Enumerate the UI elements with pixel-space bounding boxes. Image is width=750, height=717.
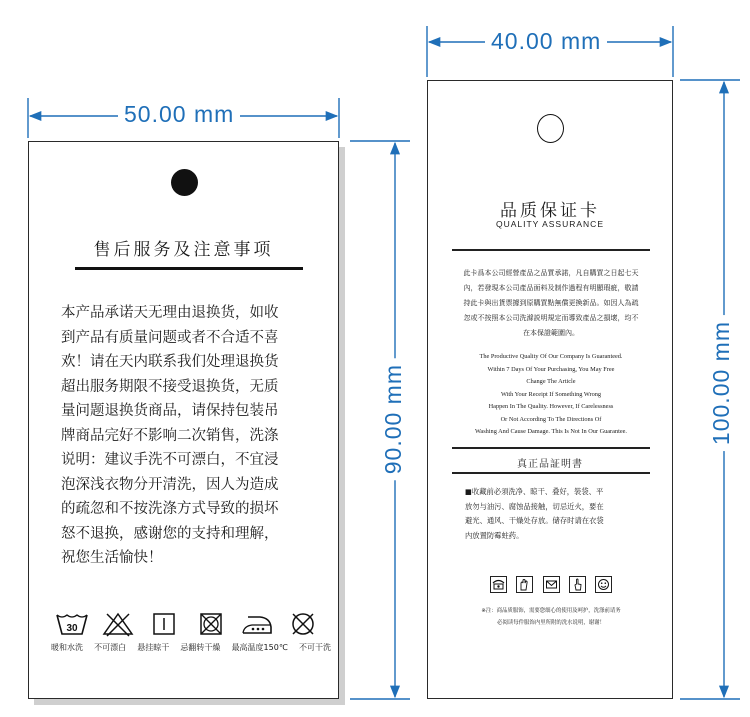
en-line: The Productive Quality Of Our Company Is Guaranteed. bbox=[479, 353, 623, 360]
body-line: 超出服务期限不接受退换货，无质 bbox=[61, 378, 279, 395]
body-line: 怒不退换，感谢您的支持和理解， bbox=[61, 525, 279, 542]
body-line: 泡深浅衣物分开清洗，因人为造成 bbox=[61, 476, 279, 493]
after-sales-tag bbox=[28, 141, 339, 699]
en-line: With Your Receipt If Something Wrong bbox=[500, 390, 602, 398]
body-line: 量问题退换货商品，请保持包装吊 bbox=[61, 403, 279, 419]
body-line: 本产品承诺天无理由退换货，如收 bbox=[61, 305, 279, 321]
service-icons bbox=[490, 576, 612, 594]
right-height-label: 100.00 mm bbox=[708, 315, 735, 451]
note-line: 避光、通风、干燥处存放。储存时请在衣袋 bbox=[465, 516, 604, 525]
smiley-icon bbox=[595, 576, 612, 593]
care-label: 忌翻转干燥 bbox=[180, 643, 221, 652]
body-line: 欢！请在天内联系我们处理退换货 bbox=[61, 354, 279, 370]
cn-line: 在本保證範圍內。 bbox=[523, 329, 579, 337]
en-line: Within 7 Days Of Your Purchasing, You May Free bbox=[487, 365, 615, 373]
wash-temp: 30 bbox=[66, 623, 78, 634]
after-sales-body bbox=[61, 301, 311, 571]
foot-line: ※注：商品质服饰，需要您细心的使用及呵护，洗涤前请务 bbox=[481, 608, 621, 614]
en-line: Change The Article bbox=[526, 378, 576, 385]
iron-150-icon bbox=[240, 609, 274, 639]
guarantee-text-en bbox=[452, 351, 650, 439]
guarantee-text-cn bbox=[452, 266, 650, 341]
cn-line: 忽或不按照本公司洗滌説明規定而導致產品之損壞，均不 bbox=[463, 314, 639, 322]
foot-line: 必阅读每件服饰内里所附的洗水说明，谢谢！ bbox=[497, 620, 605, 626]
en-line: Happen In The Quality. However, If Carelessness bbox=[488, 403, 614, 410]
body-line: 到产品有质量问题或者不合适不喜 bbox=[61, 329, 279, 346]
section-divider-bottom bbox=[452, 472, 650, 474]
tag-hole bbox=[171, 169, 198, 196]
no-bleach-icon bbox=[101, 609, 135, 639]
care-label: 不可干洗 bbox=[298, 643, 331, 652]
quality-assurance-tag bbox=[427, 80, 673, 699]
header-divider bbox=[452, 249, 650, 251]
phone-icon bbox=[490, 576, 507, 593]
care-label: 悬挂晾干 bbox=[137, 643, 170, 652]
care-labels bbox=[51, 642, 331, 653]
wash-30-icon bbox=[55, 609, 89, 639]
title-underline bbox=[75, 267, 303, 270]
body-line: 祝您生活愉快！ bbox=[61, 550, 163, 566]
care-label: 暖和水洗 bbox=[51, 643, 83, 652]
quality-card-title: 品质保证卡 bbox=[500, 201, 600, 221]
en-line: Washing And Cause Damage. This Is Not In Our Guarantee. bbox=[474, 428, 628, 435]
storage-note bbox=[465, 485, 641, 543]
hand-wave-icon bbox=[516, 576, 533, 593]
right-width-label: 40.00 mm bbox=[485, 28, 607, 55]
care-label: 不可漂白 bbox=[94, 643, 127, 652]
hand-point-icon bbox=[569, 576, 586, 593]
tag-hole bbox=[537, 114, 564, 143]
note-line: 放勿与油污、腐蚀品接触，切忌近火，要在 bbox=[465, 501, 604, 511]
envelope-icon bbox=[543, 576, 560, 593]
body-line: 的疏忽和不按洗涤方式导致的损坏 bbox=[61, 501, 279, 517]
left-height-label: 90.00 mm bbox=[380, 358, 407, 480]
body-line: 说明：建议手洗不可漂白，不宜浸 bbox=[61, 452, 279, 468]
section-divider-top bbox=[452, 447, 650, 449]
care-footnote bbox=[452, 605, 650, 629]
authenticity-title: 真正品証明書 bbox=[517, 459, 583, 470]
note-line: ■收藏前必須洗净、晾干、叠好，裝袋、平 bbox=[465, 487, 604, 496]
hang-dry-icon bbox=[147, 609, 181, 639]
care-symbols bbox=[55, 607, 320, 641]
body-line: 牌商品完好不影响二次销售，洗涤 bbox=[61, 427, 279, 444]
after-sales-title: 售后服务及注意事项 bbox=[93, 240, 274, 260]
cn-line: 內，若發現本公司產品面料及制作過程有明顯瑕疵，敬請 bbox=[463, 284, 639, 292]
left-width-label: 50.00 mm bbox=[118, 101, 240, 128]
cn-line: 持此卡與出貨票據到原購買點無償更換新品。如因人為疏 bbox=[463, 299, 639, 307]
no-tumble-dry-icon bbox=[194, 609, 228, 639]
note-line: 内放置防霉蛀药。 bbox=[465, 530, 524, 540]
cn-line: 此卡爲本公司經營產品之品質承諾，凡自購買之日起七天 bbox=[463, 269, 639, 277]
en-line: Or Not According To The Directions Of bbox=[500, 415, 602, 423]
quality-card-subtitle: QUALITY ASSURANCE bbox=[495, 219, 604, 229]
care-label: 最高温度150℃ bbox=[231, 643, 288, 652]
no-dry-clean-icon bbox=[286, 609, 320, 639]
